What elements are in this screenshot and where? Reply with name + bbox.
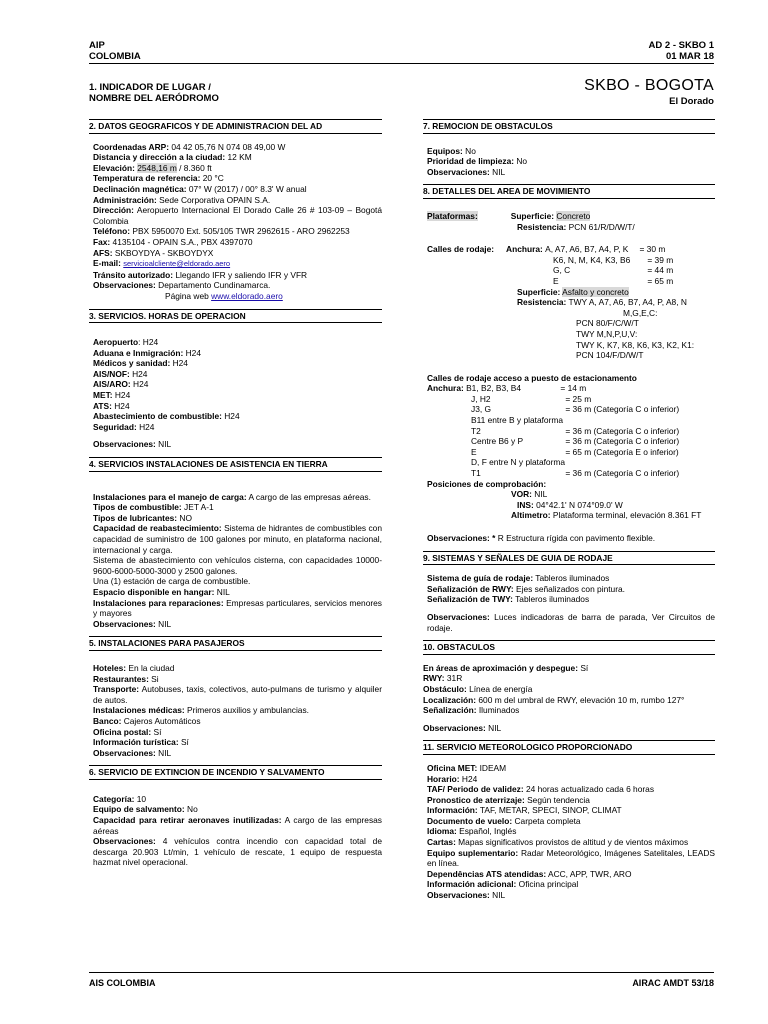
section-11-body xyxy=(423,763,715,901)
hangar-row: Espacio disponible en hangar: NIL xyxy=(93,586,230,597)
spacer xyxy=(423,733,715,740)
spacer xyxy=(93,432,382,439)
met-row: Oficina MET: IDEAM xyxy=(427,762,507,773)
spacer xyxy=(89,450,382,457)
access-row: E = 65 m (Categoría E o inferior) xyxy=(471,446,679,457)
indicator-line-2: NOMBRE DEL AERÓDROMO xyxy=(89,93,219,104)
elevation-row: Elevación: 2548,16 m / 8.360 ft xyxy=(93,162,212,173)
met-row: Pronostico de aterrizaje: Según tendencia xyxy=(427,794,590,805)
spacer xyxy=(89,302,382,309)
platforms-surface-row: Plataformas: Superficie: Concreto xyxy=(427,210,591,221)
rwy-row: RWY: 31R xyxy=(423,673,463,684)
resistance-line: TWY M,N,P,U,V: xyxy=(576,328,638,339)
observations-row: Observaciones: NIL xyxy=(427,890,506,901)
hours-row: Seguridad: H24 xyxy=(93,421,155,432)
twy-marking-row: Señalización de TWY: Tableros iluminados xyxy=(427,594,590,605)
section-7-body xyxy=(423,142,715,178)
telephone-row: Teléfono: PBX 5950070 Ext. 505/105 TWR 2962615 - ARO 2962253 xyxy=(93,226,350,237)
observations-row: Observaciones: * R Estructura rígida con pavimento flexible. xyxy=(427,533,656,543)
spacer xyxy=(427,361,715,373)
taxiway-width-row: Calles de rodaje: Anchura: A, A7, A6, B7, A4, P, K = 30 m xyxy=(427,244,666,255)
ats-units-row: Dependências ATS atendidas: ACC, APP, TWR, ARO xyxy=(427,868,632,879)
observations-row: Observaciones: NIL xyxy=(427,166,506,177)
section-8-body xyxy=(423,207,715,544)
bank-row: Banco: Cajeros Automáticos xyxy=(93,715,201,726)
tourist-info-row: Información turística: Sí xyxy=(93,737,189,748)
address-row: Dirección: Aeropuerto Internacional El Dorado Calle 26 # 103-09 – Bogotá Colombia xyxy=(93,205,382,226)
access-row: B11 entre B y plataforma xyxy=(471,415,564,426)
hours-row: Médicos y sanidad: H24 xyxy=(93,358,188,369)
arp-row: Coordenadas ARP: 04 42 05,76 N 074 08 49,00 W xyxy=(93,141,286,152)
declination-row: Declinación magnética: 07° W (2017) / 00° 8.3' W anual xyxy=(93,183,307,194)
website-link[interactable]: www.eldorado.aero xyxy=(211,290,283,301)
header-left xyxy=(89,40,141,62)
post-office-row: Oficina postal: Sí xyxy=(93,726,162,737)
aerodrome-name: El Dorado xyxy=(669,96,714,107)
indicator-heading xyxy=(89,82,219,104)
spacer xyxy=(423,633,715,640)
fax-row: Fax: 4135104 - OPAIN S.A., PBX 4397070 xyxy=(93,236,253,247)
medical-row: Instalaciones médicas: Primeros auxilios y ambulancias. xyxy=(93,705,309,716)
header-rule xyxy=(89,63,714,64)
observations-row: Observaciones: Departamento Cundinamarca. xyxy=(93,280,271,291)
restaurants-row: Restaurantes: Si xyxy=(93,673,159,684)
website-row: Página web www.eldorado.aero xyxy=(165,290,283,301)
footer-right: AIRAC AMDT 53/18 xyxy=(632,978,714,988)
section-5-heading: 5. INSTALACIONES PARA PASAJEROS xyxy=(89,636,382,651)
administration-row: Administración: Sede Corporativa OPAIN S.A. xyxy=(93,194,271,205)
refuel-extra-2: Una (1) estación de carga de combustible. xyxy=(93,576,251,587)
resistance-line: PCN 104/F/D/W/T xyxy=(576,350,644,361)
observations-row: Observaciones: NIL xyxy=(423,722,502,733)
taxiway-resistance-row: Resistencia: TWY A, A7, A6, B7, A4, P, A8, N xyxy=(517,297,687,308)
access-row: Anchura: B1, B2, B3, B4 = 14 m xyxy=(427,383,587,394)
footer-rule xyxy=(89,972,714,973)
hours-row: MET: H24 xyxy=(93,390,131,401)
hours-row: Aduana e Inmigración: H24 xyxy=(93,347,201,358)
afs-row: AFS: SKBOYDYA - SKBOYDYX xyxy=(93,247,214,258)
obstacle-row: Obstáculo: Línea de energía xyxy=(423,683,533,694)
section-9-body xyxy=(423,573,715,633)
category-row: Categoría: 10 xyxy=(93,793,147,804)
taxiway-width-row: K6, N, M, K4, K3, B6 = 39 m xyxy=(553,254,674,265)
observations-row: Observaciones: NIL xyxy=(93,747,172,758)
resistance-line: PCN 80/F/C/W/T xyxy=(576,318,639,329)
spacer xyxy=(427,605,715,612)
left-column xyxy=(89,119,382,868)
access-row: T1 = 36 m (Categoría C o inferior) xyxy=(471,468,680,479)
header-date: 01 MAR 18 xyxy=(665,51,714,62)
lighting-row: Señalización: Iluminados xyxy=(423,705,520,716)
hours-row: Abastecimiento de combustible: H24 xyxy=(93,411,240,422)
aerodrome-code: SKBO - BOGOTA xyxy=(584,77,714,94)
rwy-marking-row: Señalización de RWY: Ejes señalizados con pintura. xyxy=(427,583,625,594)
additional-info-row: Información adicional: Oficina principal xyxy=(427,879,579,890)
section-2-heading: 2. DATOS GEOGRAFICOS Y DE ADMINISTRACION DEL AD xyxy=(89,119,382,134)
supplementary-equipment-row: Equipo suplementario: Radar Meteorológico, Imágenes Satelitales, LEADS en línea. xyxy=(427,847,715,869)
section-6-body xyxy=(89,788,382,868)
hours-row: AIS/ARO: H24 xyxy=(93,379,149,390)
hours-row: ATS: H24 xyxy=(93,400,130,411)
transport-row: Transporte: Autobuses, taxis, colectivos, auto-pulmans de turismo y alquiler de autos. xyxy=(93,684,382,705)
section-7-heading: 7. REMOCION DE OBSTACULOS xyxy=(423,119,715,134)
section-4-body xyxy=(89,480,382,630)
header-right xyxy=(649,40,714,62)
refuel-extra-1: Sistema de abastecimiento con vehículos cisterna, con capacidades 10000-9600-6000-5000-3000 y 2500 galones. xyxy=(93,555,382,576)
access-taxiways-label: Calles de rodaje acceso a puesto de estacionamento xyxy=(427,372,637,383)
taxiway-width-row: G, C = 44 m xyxy=(553,265,674,276)
rescue-equipment-row: Equipo de salvamento: No xyxy=(93,804,198,815)
section-3-heading: 3. SERVICIOS. HORAS DE OPERACION xyxy=(89,309,382,324)
header-aip: AIP xyxy=(89,40,105,51)
refuel-row: Capacidad de reabastecimiento: Sistema de hidrantes de combustibles con capacidad de suministro de 100 galones por minuto, en plataforma nacional, internacional y carga. xyxy=(93,523,382,555)
spacer xyxy=(89,758,382,765)
ins-row: INS: 04°42.1' N 074°09.0' W xyxy=(517,499,623,510)
section-2-body xyxy=(89,142,382,302)
observations-row: Observaciones: 4 vehículos contra incendio con capacidad total de descarga 20.903 Lt/min, 1 vehículo de rescate, 1 equipo de respuesta hazmat nivel operacional. xyxy=(93,836,382,868)
temperature-row: Temperatura de referencia: 20 °C xyxy=(93,173,224,184)
header-country: COLOMBIA xyxy=(89,51,141,62)
access-row: J, H2 = 25 m xyxy=(471,393,592,404)
right-column xyxy=(423,119,715,901)
access-row: T2 = 36 m (Categoría C o inferior) xyxy=(471,425,680,436)
section-4-heading: 4. SERVICIOS INSTALACIONES DE ASISTENCIA EN TIERRA xyxy=(89,457,382,472)
spacer xyxy=(423,716,715,723)
repair-row: Instalaciones para reparaciones: Empresas particulares, servicios menores y mayores xyxy=(93,597,382,619)
hours-row: Aeropuerto: H24 xyxy=(93,337,159,348)
spacer xyxy=(427,521,715,533)
spacer xyxy=(89,629,382,636)
spacer xyxy=(423,544,715,551)
observations-row: Observaciones: Luces indicadoras de barra de parada, Ver Circuitos de rodaje. xyxy=(427,611,715,633)
hotels-row: Hoteles: En la ciudad xyxy=(93,662,175,673)
indicator-line-1: 1. INDICADOR DE LUGAR / xyxy=(89,82,211,93)
spacer xyxy=(423,177,715,184)
section-3-body xyxy=(89,331,382,450)
taxiway-surface-row: Superficie: Asfalto y concreto xyxy=(517,286,629,297)
location-row: Localización: 600 m del umbral de RWY, elevación 10 m, rumbo 127° xyxy=(423,694,685,705)
section-11-heading: 11. SERVICIO METEOROLOGICO PROPORCIONADO xyxy=(423,740,715,755)
met-row: Idioma: Español, Inglés xyxy=(427,826,517,837)
platforms-resistance-row: Resistencia: PCN 61/R/D/W/T/ xyxy=(517,221,635,232)
transit-row: Tránsito autorizado: Llegando IFR y saliendo IFR y VFR xyxy=(93,269,308,280)
priority-row: Prioridad de limpieza: No xyxy=(427,156,528,167)
fuel-row: Tipos de combustible: JET A-1 xyxy=(93,502,214,513)
access-row: J3, G = 36 m (Categoría C o inferior) xyxy=(471,404,680,415)
access-row: Centre B6 y P = 36 m (Categoría C o inferior) xyxy=(471,436,680,447)
aircraft-removal-row: Capacidad para retirar aeronaves inutilizadas: A cargo de las empresas aéreas xyxy=(93,815,382,836)
cargo-row: Instalaciones para el manejo de carga: A cargo de las empresas aéreas. xyxy=(93,491,371,502)
resistance-line: M,G,E,C: xyxy=(623,307,658,318)
aerodrome-title xyxy=(584,77,714,107)
section-9-heading: 9. SISTEMAS Y SEÑALES DE GUIA DE RODAJE xyxy=(423,551,715,566)
observations-row: Observaciones: NIL xyxy=(93,439,172,450)
met-row: TAF/ Periodo de validez: 24 horas actualizado cada 6 horas xyxy=(427,784,655,795)
section-5-body xyxy=(89,659,382,758)
met-row: Documento de vuelo: Carpeta completa xyxy=(427,815,581,826)
access-row: D, F entre N y plataforma xyxy=(471,457,566,468)
met-row: Horario: H24 xyxy=(427,773,478,784)
guidance-row: Sistema de guía de rodaje: Tableros iluminados xyxy=(427,573,610,584)
header-page-ref: AD 2 - SKBO 1 xyxy=(648,40,714,51)
lubricant-row: Tipos de lubricantes: NO xyxy=(93,512,192,523)
met-row: Información: TAF, METAR, SPECI, SINOP, CLIMAT xyxy=(427,805,622,816)
distance-row: Distancia y dirección a la ciudad: 12 KM xyxy=(93,152,252,163)
resistance-line: TWY K, K7, K8, K6, K3, K2, K1: xyxy=(576,339,695,350)
altimeter-row: Altimetro: Plataforma terminal, elevación 8.361 FT xyxy=(511,510,702,521)
section-8-heading: 8. DETALLES DEL AREA DE MOVIMIENTO xyxy=(423,184,715,199)
met-row: Cartas: Mapas significativos provistos de altitud y de vientos máximos xyxy=(427,837,689,848)
hours-row: AIS/NOF: H24 xyxy=(93,368,148,379)
observations-row: Observaciones: NIL xyxy=(93,618,172,629)
spacer xyxy=(427,232,715,244)
email-link[interactable]: servicioalcliente@eldorado.aero xyxy=(123,259,231,269)
vor-row: VOR: NIL xyxy=(511,489,548,500)
taxiway-width-row: E = 65 m xyxy=(553,275,674,286)
equipment-row: Equipos: No xyxy=(427,145,476,156)
email-row: E-mail: servicioalcliente@eldorado.aero xyxy=(93,258,231,269)
footer-left: AIS COLOMBIA xyxy=(89,978,156,988)
section-10-body xyxy=(423,663,715,734)
section-6-heading: 6. SERVICIO DE EXTINCION DE INCENDIO Y SALVAMENTO xyxy=(89,765,382,780)
check-positions-label: Posiciones de comprobación: xyxy=(427,478,547,489)
approach-areas-row: En áreas de aproximación y despegue: Sí xyxy=(423,662,589,673)
section-10-heading: 10. OBSTACULOS xyxy=(423,640,715,655)
